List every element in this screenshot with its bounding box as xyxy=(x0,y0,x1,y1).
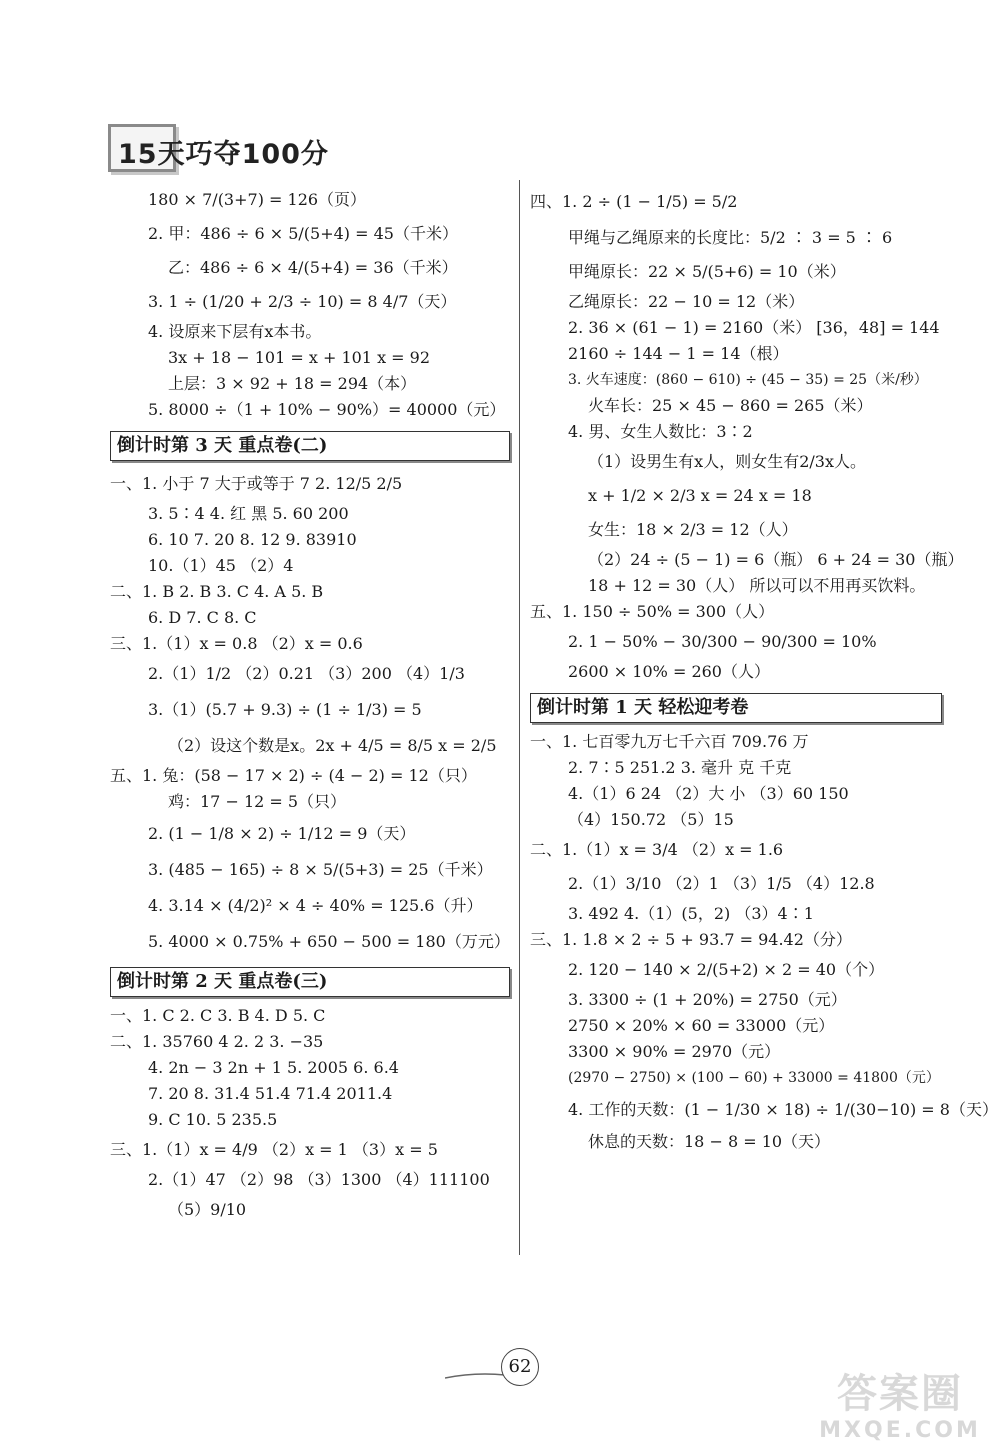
answer-line: 4. 工作的天数：(1 − 1/30 × 18) ÷ 1/(30−10) = 8（天） xyxy=(568,1100,998,1119)
answer-line: 7. 20 8. 31.4 51.4 71.4 2011.4 xyxy=(148,1084,393,1103)
answer-line: 乙绳原长：22 − 10 = 12（米） xyxy=(568,292,805,311)
answer-line: 一、1. 七百零九万七千六百 709.76 万 xyxy=(530,732,809,751)
answer-line: 6. D 7. C 8. C xyxy=(148,608,257,627)
left-column xyxy=(110,183,510,1227)
answer-line: 18 + 12 = 30（人） 所以可以不用再买饮料。 xyxy=(588,576,926,595)
answer-line: 2.（1）3/10 （2）1 （3）1/5 （4）12.8 xyxy=(568,874,875,893)
answer-line: 休息的天数：18 − 8 = 10（天） xyxy=(588,1132,831,1151)
answer-line: 三、1.（1）x = 0.8 （2）x = 0.6 xyxy=(110,634,363,653)
answer-line: 上层：3 × 92 + 18 = 294（本） xyxy=(168,374,417,393)
answer-line: 6. 10 7. 20 8. 12 9. 83910 xyxy=(148,530,357,549)
answer-line: 5. 4000 × 0.75% + 650 − 500 = 180（万元） xyxy=(148,932,510,951)
answer-line: 4. 男、女生人数比：3∶2 xyxy=(568,422,753,441)
brand-title: 15天巧夺100分 xyxy=(118,139,329,170)
answer-line: 10.（1）45 （2）4 xyxy=(148,556,294,575)
answer-line: 3300 × 90% = 2970（元） xyxy=(568,1042,781,1061)
answer-line: 3. 492 4.（1）(5，2) （3）4∶1 xyxy=(568,904,814,923)
answer-line: 二、1. B 2. B 3. C 4. A 5. B xyxy=(110,582,324,601)
answer-line: 3. (485 − 165) ÷ 8 × 5/(5+3) = 25（千米） xyxy=(148,860,493,879)
answer-line: 3x + 18 − 101 = x + 101 x = 92 xyxy=(168,348,431,367)
brand-logo xyxy=(108,124,348,170)
answer-line: （1）设男生有x人，则女生有2/3x人。 xyxy=(588,452,866,471)
answer-line: 4. 设原来下层有x本书。 xyxy=(148,322,322,341)
answer-line: 2. 36 × (61 − 1) = 2160（米） [36，48] = 144 xyxy=(568,318,940,337)
section-header-day2: 倒计时第 2 天 重点卷(三) xyxy=(110,967,510,997)
answer-line: 鸡：17 − 12 = 5（只） xyxy=(168,792,347,811)
watermark-logo xyxy=(810,1370,990,1450)
answer-line: 二、1. 35760 4 2. 2 3. −35 xyxy=(110,1032,324,1051)
answer-line: 2.（1）1/2 （2）0.21 （3）200 （4）1/3 xyxy=(148,664,465,683)
answer-line: 三、1. 1.8 × 2 ÷ 5 + 93.7 = 94.42（分） xyxy=(530,930,852,949)
answer-line: 火车长：25 × 45 − 860 = 265（米） xyxy=(588,396,873,415)
answer-line: 3. 1 ÷ (1/20 + 2/3 ÷ 10) = 8 4/7（天） xyxy=(148,292,457,311)
answer-line: （2）设这个数是x。2x + 4/5 = 8/5 x = 2/5 xyxy=(168,736,497,755)
answer-line: 3.（1）(5.7 + 9.3) ÷ (1 ÷ 1/3) = 5 xyxy=(148,700,422,719)
answer-line: 4. 3.14 × (4/2)² × 4 ÷ 40% = 125.6（升） xyxy=(148,896,483,915)
answer-line: 三、1.（1）x = 4/9 （2）x = 1 （3）x = 5 xyxy=(110,1140,438,1159)
watermark-bottom-text: MXQE.COM xyxy=(819,1418,981,1443)
section-header-day1: 倒计时第 1 天 轻松迎考卷 xyxy=(530,693,942,723)
section-header-day3: 倒计时第 3 天 重点卷(二) xyxy=(110,431,510,461)
answer-line: 5. 8000 ÷（1 + 10% − 90%）= 40000（元） xyxy=(148,400,506,419)
answer-line: 4.（1）6 24 （2）大 小 （3）60 150 xyxy=(568,784,849,803)
answer-line: 女生：18 × 2/3 = 12（人） xyxy=(588,520,798,539)
watermark-top-text: 答案圈 xyxy=(837,1371,963,1417)
answer-line: 2. 甲：486 ÷ 6 × 5/(5+4) = 45（千米） xyxy=(148,224,458,243)
answer-line: x + 1/2 × 2/3 x = 24 x = 18 xyxy=(588,486,812,505)
answer-line: 五、1. 兔：(58 − 17 × 2) ÷ (4 − 2) = 12（只） xyxy=(110,766,477,785)
answer-line: 2. 1 − 50% − 30/300 − 90/300 = 10% xyxy=(568,632,877,651)
answer-line: 2. 7∶5 251.2 3. 毫升 克 千克 xyxy=(568,758,792,777)
answer-line: 2. 120 − 140 × 2/(5+2) × 2 = 40（个） xyxy=(568,960,885,979)
answer-line: 9. C 10. 5 235.5 xyxy=(148,1110,278,1129)
answer-line: 一、1. C 2. C 3. B 4. D 5. C xyxy=(110,1006,326,1025)
answer-line: 一、1. 小于 7 大于或等于 7 2. 12/5 2/5 xyxy=(110,474,403,493)
answer-line: 2. (1 − 1/8 × 2) ÷ 1/12 = 9（天） xyxy=(148,824,416,843)
answer-line: 2160 ÷ 144 − 1 = 14（根） xyxy=(568,344,789,363)
answer-line: 2750 × 20% × 60 = 33000（元） xyxy=(568,1016,835,1035)
column-divider xyxy=(519,180,520,1255)
answer-line: 4. 2n − 3 2n + 1 5. 2005 6. 6.4 xyxy=(148,1058,399,1077)
answer-line: 五、1. 150 ÷ 50% = 300（人） xyxy=(530,602,775,621)
answer-line: 2600 × 10% = 260（人） xyxy=(568,662,770,681)
page-swoosh-decoration xyxy=(445,1370,505,1380)
answer-line: 甲绳与乙绳原来的长度比：5/2 ∶ 3 = 5 ∶ 6 xyxy=(568,228,893,247)
answer-line: 3. 5∶4 4. 红 黑 5. 60 200 xyxy=(148,504,349,523)
answer-line: 3. 3300 ÷ (1 + 20%) = 2750（元） xyxy=(568,990,847,1009)
answer-line: 3. 火车速度：(860 − 610) ÷ (45 − 35) = 25（米/秒） xyxy=(568,372,928,388)
answer-line: （4）150.72 （5）15 xyxy=(568,810,734,829)
page-number: 62 xyxy=(501,1348,539,1386)
answer-line: 2.（1）47 （2）98 （3）1300 （4）111100 xyxy=(148,1170,490,1189)
answer-line: 180 × 7/(3+7) = 126（页） xyxy=(148,190,367,209)
answer-line: 二、1.（1）x = 3/4 （2）x = 1.6 xyxy=(530,840,784,859)
right-column xyxy=(530,183,998,1155)
answer-line: （5）9/10 xyxy=(168,1200,247,1219)
answer-line: (2970 − 2750) × (100 − 60) + 33000 = 41800（元） xyxy=(568,1070,940,1086)
answer-line: （2）24 ÷ (5 − 1) = 6（瓶） 6 + 24 = 30（瓶） xyxy=(588,550,964,569)
answer-line: 甲绳原长：22 × 5/(5+6) = 10（米） xyxy=(568,262,846,281)
answer-line: 四、1. 2 ÷ (1 − 1/5) = 5/2 xyxy=(530,192,738,211)
answer-line: 乙：486 ÷ 6 × 4/(5+4) = 36（千米） xyxy=(168,258,458,277)
